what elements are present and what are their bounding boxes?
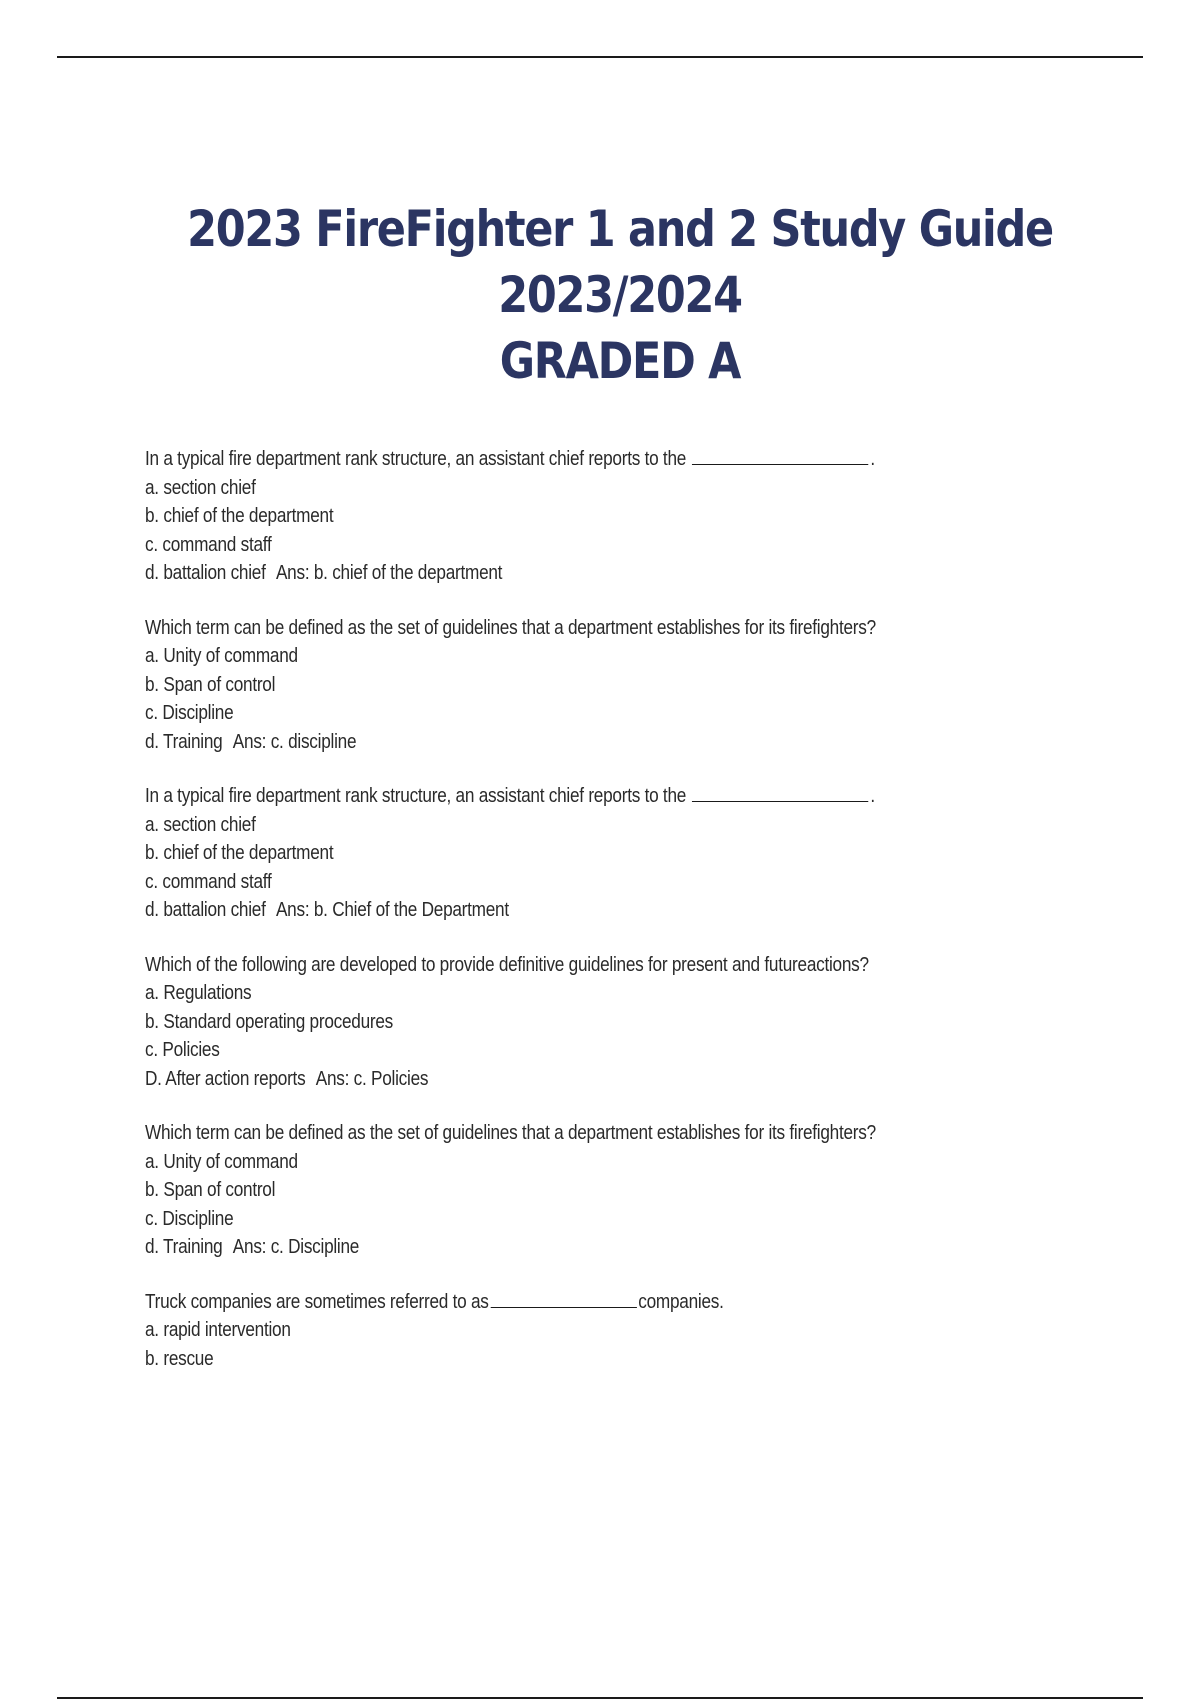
- option-d-with-answer: [145, 1233, 919, 1262]
- answer-text: Ans: c. discipline: [232, 730, 357, 753]
- question-stem: [145, 782, 919, 811]
- option-b: b. chief of the department: [145, 842, 334, 864]
- option-c: c. command staff: [145, 870, 272, 893]
- question-block: [145, 1119, 1045, 1262]
- answer-blank: [490, 1289, 636, 1308]
- option-a: a. Unity of command: [145, 1150, 298, 1173]
- question-block: [145, 782, 1045, 925]
- option-a: a. Regulations: [145, 982, 252, 1004]
- footer-rule: [57, 1697, 1143, 1699]
- question-stem: [145, 1288, 919, 1317]
- question-list: [145, 445, 1045, 1399]
- option-d: d. Training: [145, 1236, 223, 1258]
- option-d: d. Training: [145, 730, 223, 753]
- question-text: In a typical fire department rank structure, an assistant chief reports to the: [145, 785, 687, 807]
- option-a: a. section chief: [145, 476, 256, 499]
- question-block: [145, 951, 1045, 1094]
- title-line-1: 2023 FireFighter 1 and 2 Study Guide 2023/2024: [187, 200, 1053, 324]
- question-stem: [145, 445, 919, 474]
- option-c: c. Discipline: [145, 1207, 234, 1230]
- answer-text: Ans: b. Chief of the Department: [275, 899, 509, 921]
- option-d: d. battalion chief: [145, 562, 266, 584]
- option-c: c. Discipline: [145, 702, 234, 724]
- answer-text: Ans: c. Discipline: [232, 1236, 360, 1258]
- option-b: b. rescue: [145, 1347, 214, 1370]
- option-c: c. Policies: [145, 1039, 220, 1061]
- question-block: [145, 614, 1045, 757]
- header-rule: [57, 56, 1143, 58]
- option-d: D. After action reports: [145, 1067, 306, 1090]
- answer-text: Ans: b. chief of the department: [275, 562, 503, 584]
- question-stem: Which term can be defined as the set of guidelines that a department establishes for its firefighters?: [145, 616, 876, 639]
- answer-blank: [692, 446, 868, 465]
- question-text-end: companies.: [638, 1290, 724, 1313]
- question-stem: Which term can be defined as the set of guidelines that a department establishes for its firefighters?: [145, 1122, 876, 1144]
- answer-text: Ans: c. Policies: [315, 1067, 429, 1090]
- option-d-with-answer: [145, 728, 919, 757]
- option-d: d. battalion chief: [145, 899, 266, 921]
- option-a: a. Unity of command: [145, 645, 298, 667]
- answer-blank: [692, 783, 868, 802]
- option-b: b. chief of the department: [145, 505, 334, 527]
- option-a: a. rapid intervention: [145, 1319, 291, 1341]
- option-a: a. section chief: [145, 813, 256, 836]
- question-text-end: .: [870, 785, 875, 807]
- option-b: b. Span of control: [145, 673, 276, 696]
- option-c: c. command staff: [145, 533, 272, 556]
- question-block: [145, 1288, 1045, 1374]
- question-text: Truck companies are sometimes referred to as: [145, 1290, 489, 1313]
- option-b: b. Standard operating procedures: [145, 1010, 394, 1033]
- question-block: [145, 445, 1045, 588]
- option-d-with-answer: [145, 559, 919, 588]
- document-title: [173, 196, 1067, 394]
- question-text: In a typical fire department rank structure, an assistant chief reports to the: [145, 448, 687, 470]
- question-text-end: .: [870, 448, 875, 470]
- option-b: b. Span of control: [145, 1179, 276, 1201]
- option-d-with-answer: [145, 896, 919, 925]
- title-line-2: GRADED A: [499, 332, 741, 390]
- question-stem: Which of the following are developed to provide definitive guidelines for present and futureactions?: [145, 953, 869, 976]
- option-d-with-answer: [145, 1065, 919, 1094]
